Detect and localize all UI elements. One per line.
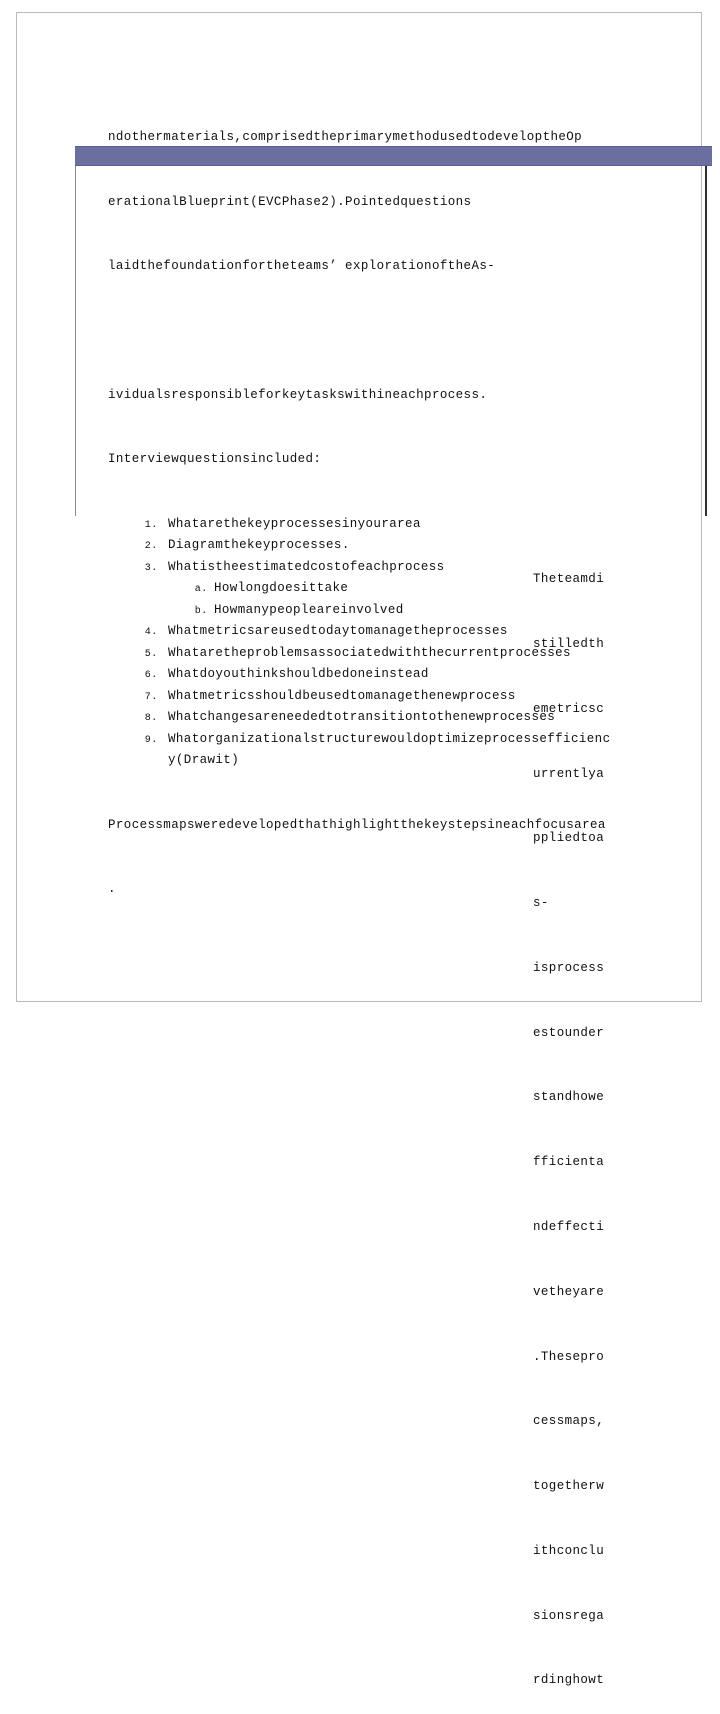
- side-line: cessmaps,: [533, 1414, 605, 1429]
- list-item-text: Whatorganizationalstructurewouldoptimizeprocessefficiency(Drawit): [168, 731, 611, 767]
- side-line: stilledth: [533, 636, 605, 651]
- list-item-text: Whataretheproblemsassociatedwiththecurrentprocesses: [168, 645, 571, 660]
- side-line: isprocess: [533, 960, 605, 975]
- sub-list-item-text: Howlongdoesittake: [214, 581, 349, 595]
- side-text-column: [533, 526, 613, 1714]
- sub-list-item-text: Howmanypeopleareinvolved: [214, 602, 404, 617]
- resumed-line-2: Interviewquestionsincluded:: [108, 452, 322, 466]
- side-line: standhowe: [533, 1090, 605, 1105]
- list-item-text: Whatarethekeyprocessesinyourarea: [168, 516, 421, 531]
- resumed-paragraph: [108, 342, 618, 514]
- list-item-text: Whatchangesareneededtotransitiontothenewprocesses: [168, 710, 556, 724]
- side-line: urrentlya: [533, 766, 605, 781]
- side-line: .Thesepro: [533, 1349, 605, 1364]
- tail-line-2: .: [108, 882, 116, 896]
- side-line: emetricsc: [533, 701, 605, 716]
- resumed-line-1: ividualsresponsibleforkeytaskswithineachprocess.: [108, 387, 488, 402]
- list-item-text: Whatdoyouthinkshouldbedoneinstead: [168, 667, 429, 681]
- side-line: Theteamdi: [533, 572, 605, 587]
- side-line: vetheyare: [533, 1284, 605, 1299]
- side-line: ithconclu: [533, 1543, 605, 1558]
- side-line: fficienta: [533, 1155, 605, 1170]
- side-line: s-: [533, 896, 549, 911]
- side-line: ndeffecti: [533, 1220, 605, 1234]
- list-item-text: Whatmetricsareusedtodaytomanagetheprocesses: [168, 624, 508, 638]
- side-line: rdinghowt: [533, 1673, 605, 1688]
- intro-paragraph: [108, 84, 618, 321]
- selection-right-rule: [705, 146, 707, 516]
- side-line: ppliedtoa: [533, 831, 605, 846]
- selection-left-rule: [75, 146, 76, 516]
- side-line: togetherw: [533, 1479, 605, 1494]
- intro-line-3: laidthefoundationfortheteams’ explorationoftheAs-: [108, 259, 496, 273]
- list-item-text: Diagramthekeyprocesses.: [168, 538, 350, 552]
- side-line: estounder: [533, 1025, 605, 1040]
- list-item-text: Whatmetricsshouldbeusedtomanagethenewprocess: [168, 688, 516, 703]
- intro-line-1: ndothermaterials,comprisedtheprimarymethodusedtodeveloptheOp: [108, 130, 583, 144]
- tail-line-1: Processmapsweredevelopedthathighlightthekeystepsineachfocusarea: [108, 817, 606, 832]
- side-line: sionsrega: [533, 1608, 605, 1623]
- selection-highlight-border: [75, 146, 712, 166]
- intro-line-2: erationalBlueprint(EVCPhase2).Pointedquestions: [108, 194, 472, 209]
- list-item-text: Whatistheestimatedcostofeachprocess: [168, 559, 445, 574]
